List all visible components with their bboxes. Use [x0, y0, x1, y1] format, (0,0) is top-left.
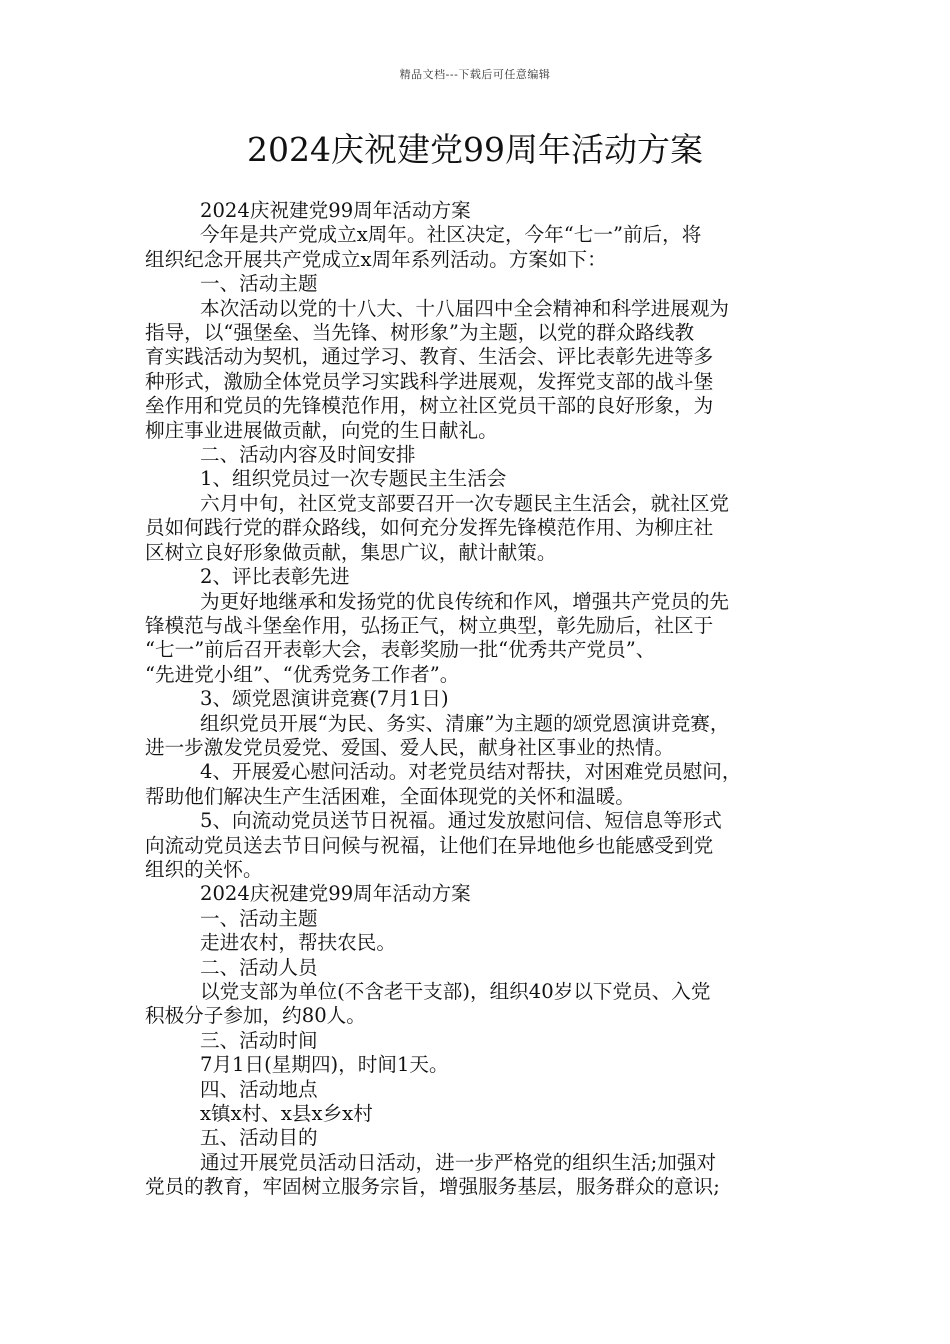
page-header: 精品文档---下载后可任意编辑 — [399, 68, 551, 81]
text-line: “七一”前后召开表彰大会，表彰奖励一批“优秀共产党员”、 — [145, 638, 656, 662]
text-line: x镇x村、x县x乡x村 — [200, 1102, 373, 1126]
text-line: 三、活动时间 — [200, 1028, 318, 1052]
text-line: 组织纪念开展共产党成立x周年系列活动。方案如下： — [145, 247, 607, 271]
text-line: 2、评比表彰先进 — [200, 565, 350, 589]
text-line: 柳庄事业进展做贡献，向党的生日献礼。 — [145, 418, 498, 442]
text-line: 指导，以“强堡垒、当先锋、树形象”为主题，以党的群众路线教 — [145, 321, 695, 345]
text-line: 以党支部为单位(不含老干支部)，组织40岁以下党员、入党 — [200, 980, 711, 1003]
text-line: 区树立良好形象做贡献，集思广议，献计献策。 — [145, 540, 557, 564]
text-line: 2024庆祝建党99周年活动方案 — [200, 199, 471, 222]
text-line: 锋模范与战斗堡垒作用，弘扬正气，树立典型，彰先励后，社区于 — [145, 613, 714, 637]
text-line: 育实践活动为契机，通过学习、教育、生活会、评比表彰先进等多 — [145, 345, 714, 369]
text-line: 2024庆祝建党99周年活动方案 — [200, 882, 471, 906]
text-line: 今年是共产党成立x周年。社区决定，今年“七一”前后，将 — [200, 223, 702, 247]
text-line: 向流动党员送去节日问候与祝福，让他们在异地他乡也能感受到党 — [145, 833, 714, 857]
text-line: 组织的关怀。 — [145, 857, 263, 881]
text-line: 通过开展党员活动日活动，进一步严格党的组织生活;加强对 — [200, 1150, 717, 1174]
text-line: 4、开展爱心慰问活动。对老党员结对帮扶，对困难党员慰问， — [200, 760, 742, 784]
text-line: 员如何践行党的群众路线，如何充分发挥先锋模范作用、为柳庄社 — [145, 516, 714, 540]
text-line: 1、组织党员过一次专题民主生活会 — [200, 467, 507, 491]
text-line: 二、活动内容及时间安排 — [200, 443, 416, 467]
text-line: 进一步激发党员爱党、爱国、爱人民，献身社区事业的热情。 — [145, 735, 675, 759]
text-line: 党员的教育，牢固树立服务宗旨，增强服务基层，服务群众的意识; — [145, 1175, 720, 1199]
text-line: 四、活动地点 — [200, 1077, 318, 1101]
text-line: 五、活动目的 — [200, 1126, 318, 1150]
text-line: 5、向流动党员送节日祝福。通过发放慰问信、短信息等形式 — [200, 809, 722, 833]
text-line: 六月中旬，社区党支部要召开一次专题民主生活会，就社区党 — [200, 491, 730, 515]
text-line: 为更好地继承和发扬党的优良传统和作风，增强共产党员的先 — [200, 589, 730, 613]
text-line: 种形式，激励全体党员学习实践科学进展观，发挥党支部的战斗堡 — [145, 369, 714, 393]
text-line: 垒作用和党员的先锋模范作用，树立社区党员干部的良好形象，为 — [145, 394, 714, 418]
text-line: 组织党员开展“为民、务实、清廉”为主题的颂党恩演讲竞赛， — [200, 711, 730, 735]
text-line: 一、活动主题 — [200, 272, 318, 296]
text-line: 本次活动以党的十八大、十八届四中全会精神和科学进展观为 — [200, 296, 730, 320]
text-line: “先进党小组”、“优秀党务工作者”。 — [145, 662, 460, 686]
text-line: 帮助他们解决生产生活困难，全面体现党的关怀和温暖。 — [145, 784, 635, 808]
text-line: 3、颂党恩演讲竞赛(7月1日) — [200, 687, 449, 711]
text-line: 7月1日(星期四)，时间1天。 — [200, 1053, 449, 1077]
text-line: 二、活动人员 — [200, 955, 318, 979]
text-line: 一、活动主题 — [200, 906, 318, 930]
document-title: 2024庆祝建党99周年活动方案 — [247, 130, 703, 169]
text-line: 走进农村，帮扶农民。 — [200, 931, 396, 955]
document-body — [145, 199, 807, 1200]
text-line: 积极分子参加，约80人。 — [145, 1004, 366, 1028]
